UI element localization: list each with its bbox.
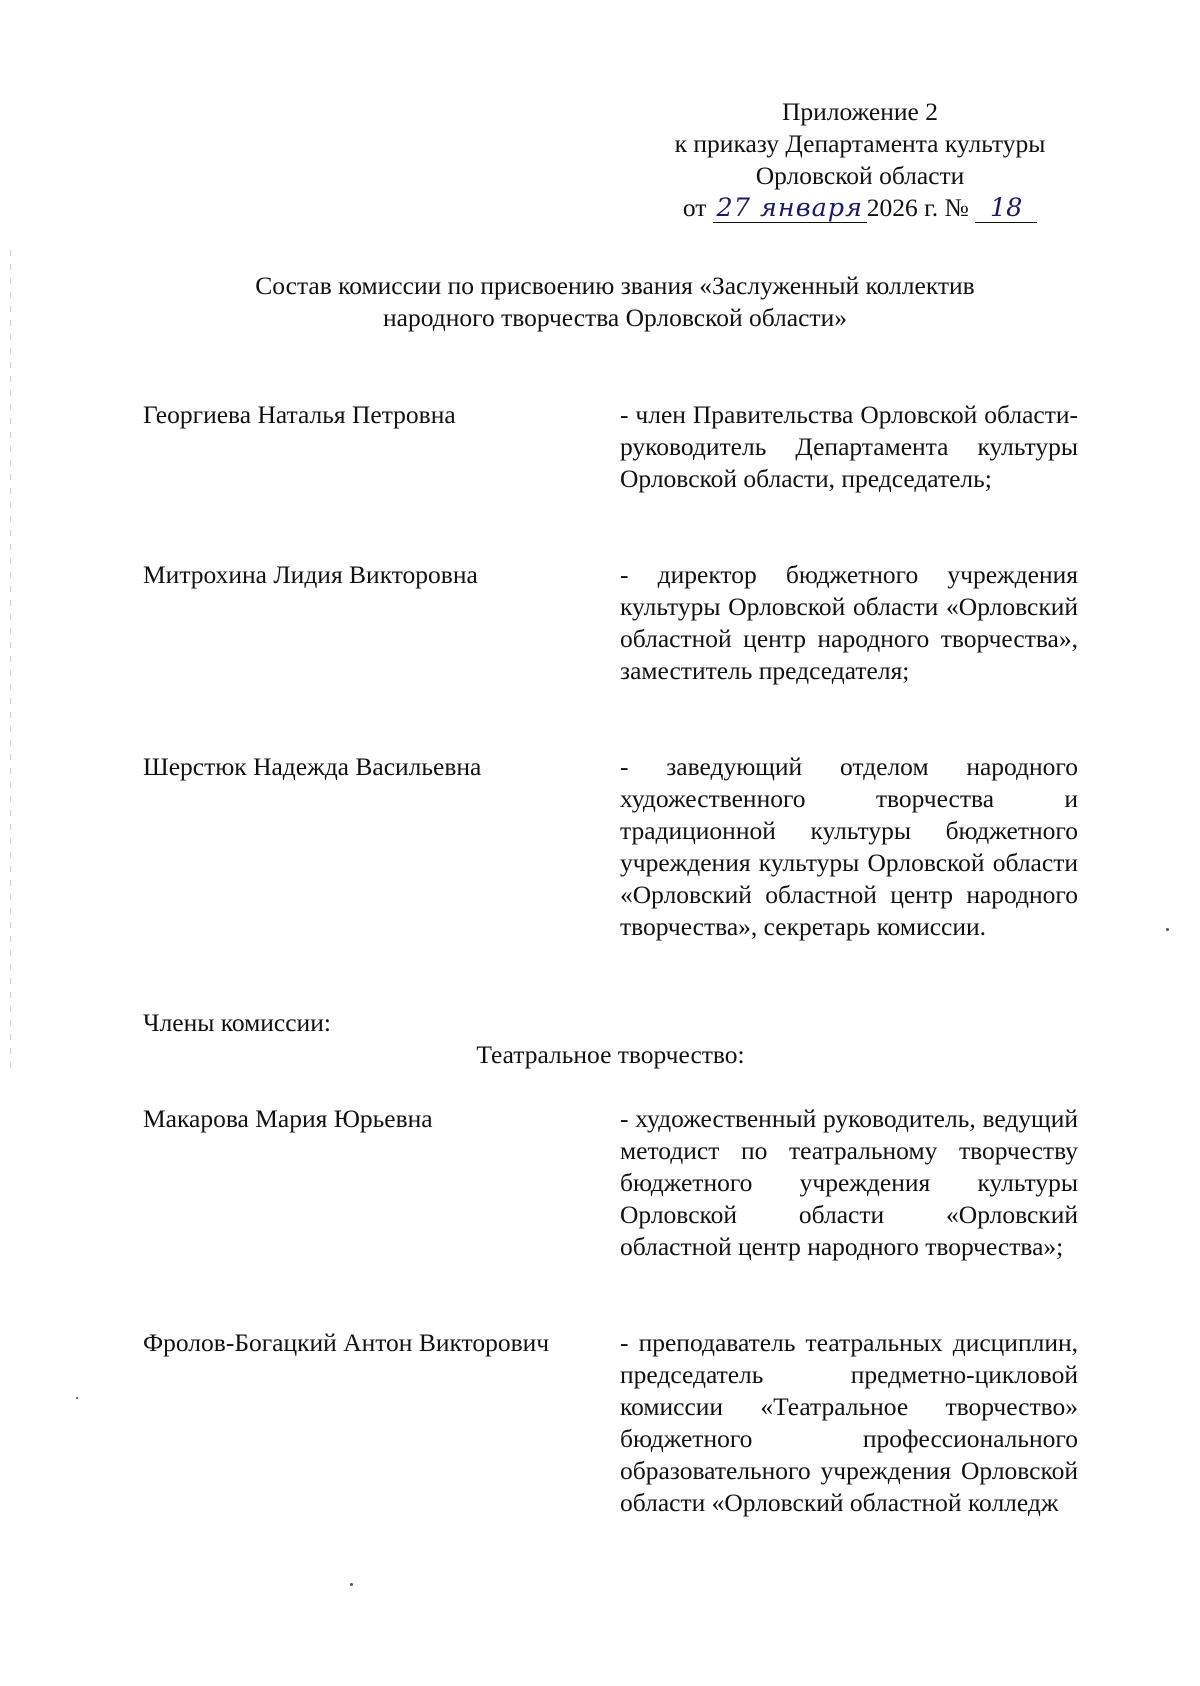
member-role: - заведующий отделом народного художественного творчества и традиционной культуры бюджетного учреждения культуры Орловской области «Орловский областной центр народного творчества», секретарь комиссии. [620, 752, 1078, 941]
member-role: - художественный руководитель, ведущий методист по театральному творчеству бюджетного учреждения культуры Орловской области «Орловский областной центр народного творчества»; [620, 1104, 1078, 1261]
date-prefix: от [682, 193, 707, 222]
handwritten-date: 27 января [713, 194, 867, 223]
member-name: Георгиева Наталья Петровна [143, 400, 456, 429]
scan-speck [76, 1397, 78, 1399]
members-label: Члены комиссии: [143, 1008, 331, 1037]
member-role: - директор бюджетного учреждения культуры Орловской области «Орловский областной центр народного творчества», заместитель председателя; [620, 560, 1078, 685]
member-name: Митрохина Лидия Викторовна [143, 560, 478, 589]
date-year: 2026 г. № [866, 193, 969, 222]
scan-margin-artifact [10, 250, 11, 1070]
handwritten-order-number: 18 [975, 194, 1037, 223]
appendix-date-line [600, 192, 1120, 224]
member-name: Фролов-Богацкий Антон Викторович [143, 1328, 550, 1357]
document-title [120, 270, 1110, 334]
title-line-1: Состав комиссии по присвоению звания «Заслуженный коллектив [255, 271, 975, 300]
subsection-title: Театральное творчество: [476, 1040, 745, 1069]
appendix-header [600, 96, 1120, 224]
member-role: - член Правительства Орловской области-руководитель Департамента культуры Орловской области, председатель; [620, 400, 1078, 493]
member-role: - преподаватель театральных дисциплин, председатель предметно-цикловой комиссии «Театральное творчество» бюджетного профессионального образовательного учреждения Орловской области «Орловский областной колледж [620, 1328, 1078, 1517]
title-line-2: народного творчества Орловской области» [383, 303, 847, 332]
appendix-region: Орловской области [755, 161, 965, 190]
member-name: Шерстюк Надежда Васильевна [143, 752, 482, 781]
member-name: Макарова Мария Юрьевна [143, 1104, 433, 1133]
appendix-number: Приложение 2 [782, 97, 938, 126]
scan-speck [1166, 928, 1169, 931]
scan-speck [350, 1583, 353, 1586]
appendix-order-ref: к приказу Департамента культуры [674, 129, 1046, 158]
